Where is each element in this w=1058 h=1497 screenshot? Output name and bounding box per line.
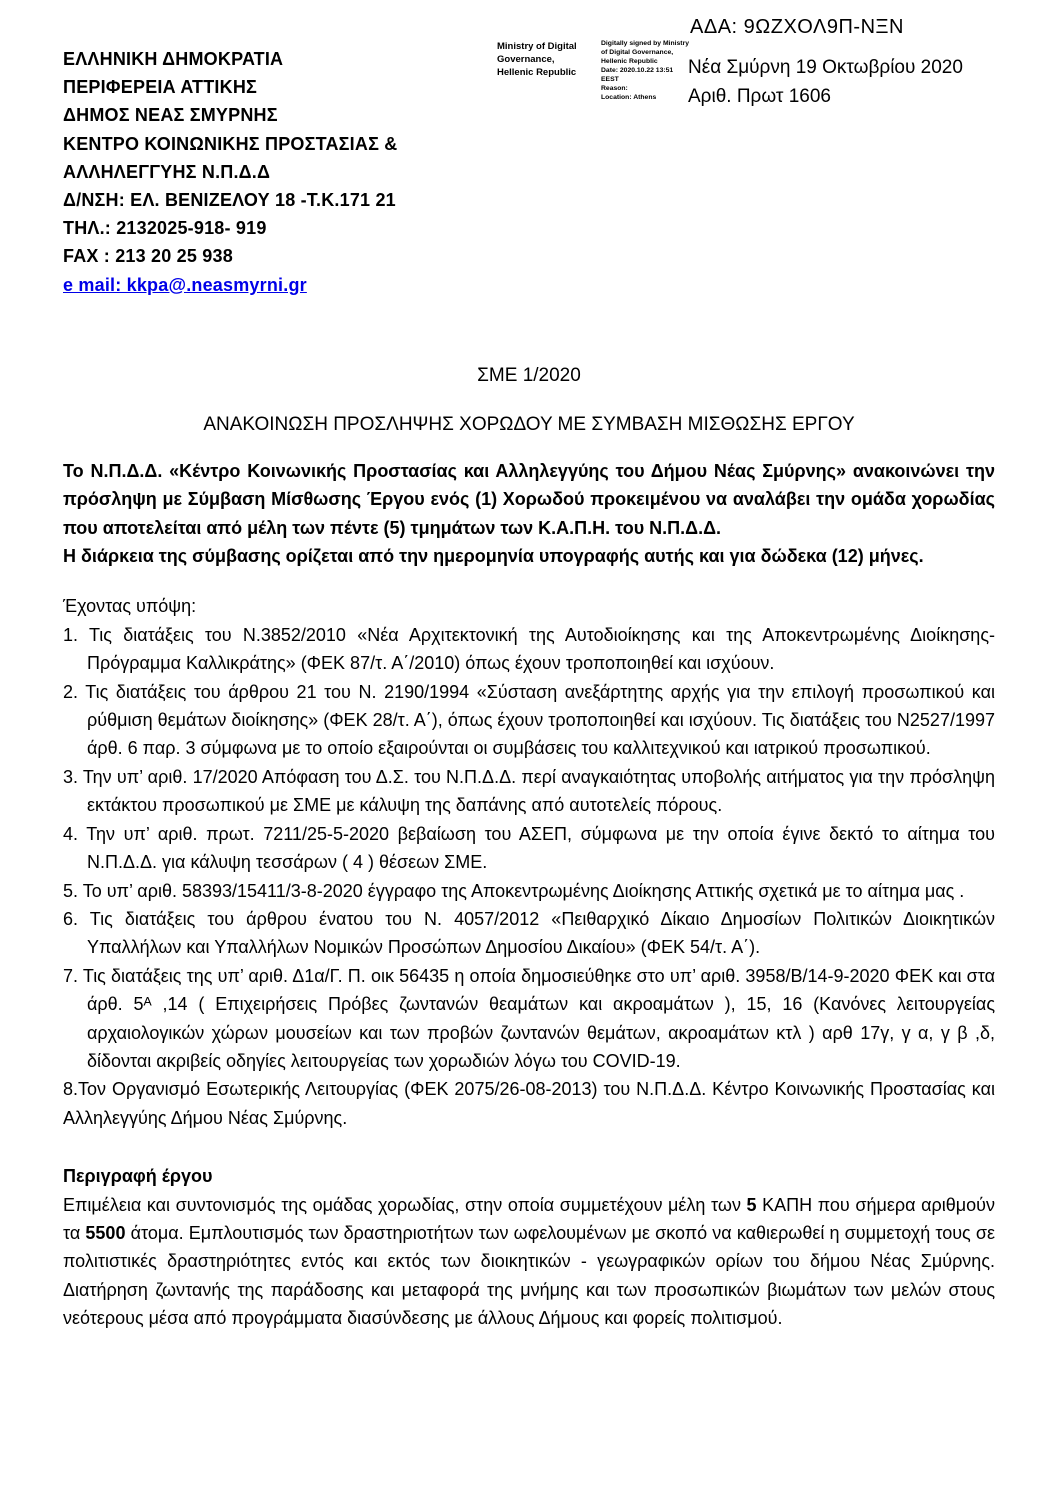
org-line-country: ΕΛΛΗΝΙΚΗ ΔΗΜΟΚΡΑΤΙΑ (63, 49, 284, 69)
having-regard-heading: Έχοντας υπόψη: (63, 596, 197, 617)
org-line-center-1: ΚΕΝΤΡΟ ΚΟΙΝΩΝΙΚΗΣ ΠΡΟΣΤΑΣΙΑΣ & (63, 133, 398, 154)
document-body (63, 350, 995, 1333)
project-description (63, 1191, 995, 1333)
legal-item-3: 3. Την υπ’ αριθ. 17/2020 Απόφαση του Δ.Σ. του Ν.Π.Δ.Δ. περί αναγκαιότητας υποβολής αιτήματος για την πρόσληψη εκτάκτου προσωπικού με ΣΜΕ με κάλυψη της δαπάνης από αυτοτελείς πόρους. (63, 766, 995, 816)
legal-item-5: 5. Το υπ’ αριθ. 58393/15411/3-8-2020 έγγραφο της Αποκεντρωμένης Διοίκησης Αττικής σχετικά με το αίτημα μας . (63, 880, 965, 901)
org-line-address: Δ/ΝΣΗ: ΕΛ. ΒΕΝΙΖΕΛΟΥ 18 -Τ.Κ.171 21 (63, 190, 396, 211)
legal-item-6: 6. Τις διατάξεις του άρθρου ένατου του Ν. 4057/2012 «Πειθαρχικό Δίκαιο Δημοσίων Πολιτικών Διοικητικών Υπαλλήλων και Υπαλλήλων Νομικών Προσώπων Δημοσίου Δικαίου» (ΦΕΚ 54/τ. Α΄). (63, 908, 995, 958)
stamp-signature-details: Digitally signed by Ministry of Digital Governance, Hellenic Republic Date: 2020.10.22 13:51 EEST Reason: Location: Athens (601, 40, 689, 101)
org-line-phone: ΤΗΛ.: 2132025-918- 919 (63, 218, 267, 239)
legal-item-7: 7. Τις διατάξεις της υπ’ αριθ. Δ1α/Γ. Π. οικ 56435 η οποία δημοσιεύθηκε στο υπ’ αριθ. 3958/Β/14-9-2020 ΦΕΚ και στα άρθ. 5ᴬ ,14 ( Επιχειρήσεις Πρόβες ζωντανών θεαμάτων και ακροαμάτων ), 15, 16 (Κανόνες λειτουργείας αρχαιολογικών χώρων μουσείων και των προβών ζωντανών θεμάτων, ακροαμάτων κτλ ) αρθ 17γ, γ α, γ β ,δ, δίδονται ακριβείς οδηγίες λειτουργείας των χορωδιών λόγω του COVID-19. (63, 965, 995, 1071)
project-description-heading: Περιγραφή έργου (63, 1166, 213, 1187)
doc-number: ΣΜΕ 1/2020 (477, 365, 581, 386)
stamp-signer-name: Ministry of Digital Governance, Hellenic Republic (497, 41, 577, 78)
project-desc-part-2: ΚΑΠΗ που σήμερα αριθμούν τα (63, 1194, 995, 1243)
ada-code: ΑΔΑ: 9ΩΖΧΟΛ9Π-ΝΞΝ (690, 16, 904, 38)
legal-item-4: 4. Την υπ’ αριθ. πρωτ. 7211/25-5-2020 βεβαίωση του ΑΣΕΠ, σύμφωνα με την οποία έγινε δεκτό το αίτημα του Ν.Π.Δ.Δ. για κάλυψη τεσσάρων ( 4 ) θέσεων ΣΜΕ. (63, 823, 995, 873)
legal-item-2: 2. Τις διατάξεις του άρθρου 21 του Ν. 2190/1994 «Σύσταση ανεξάρτητης αρχής για την επιλογή προσωπικού και ρύθμιση θεμάτων διοίκησης» (ΦΕΚ 28/τ. Α΄), όπως έχουν τροποποιηθεί και ισχύουν. Τις διατάξεις του Ν2527/1997 άρθ. 6 παρ. 3 σύμφωνα με το οποίο εξαιρούνται οι συμβάσεις του καλλιτεχνικού και ιατρικού προσωπικού. (63, 681, 995, 759)
duration-paragraph: Η διάρκεια της σύμβασης ορίζεται από την ημερομηνία υπογραφής αυτής και για δώδεκα (12) μήνες. (63, 546, 924, 567)
org-letterhead (63, 45, 397, 299)
protocol-number: Αριθ. Πρωτ 1606 (688, 86, 831, 107)
project-desc-part-1: Επιμέλεια και συντονισμός της ομάδας χορωδίας, στην οποία συμμετέχουν μέλη των (63, 1194, 747, 1215)
legal-item-1: 1. Τις διατάξεις του Ν.3852/2010 «Νέα Αρχιτεκτονική της Αυτοδιοίκησης και της Αποκεντρωμένης Διοίκησης- Πρόγραμμα Καλλικράτης» (ΦΕΚ 87/τ. Α΄/2010) όπως έχουν τροποποιηθεί και ισχύουν. (63, 624, 995, 674)
project-desc-count-kapi: 5 (746, 1194, 757, 1215)
doc-title: ΑΝΑΚΟΙΝΩΣΗ ΠΡΟΣΛΗΨΗΣ ΧΟΡΩΔΟΥ ΜΕ ΣΥΜΒΑΣΗ ΜΙΣΘΩΣΗΣ ΕΡΓΟΥ (203, 414, 855, 436)
org-line-region: ΠΕΡΙΦΕΡΕΙΑ ΑΤΤΙΚΗΣ (63, 77, 258, 98)
email-link[interactable]: e mail: kkpa@.neasmyrni.gr (63, 274, 307, 295)
org-line-municipality: ΔΗΜΟΣ ΝΕΑΣ ΣΜΥΡΝΗΣ (63, 105, 278, 126)
intro-paragraph: Το Ν.Π.Δ.Δ. «Κέντρο Κοινωνικής Προστασίας και Αλληλεγγύης του Δήμου Νέας Σμύρνης» ανακοινώνει την πρόσληψη με Σύμβαση Μίσθωσης Έργου ενός (1) Χορωδού προκειμένου να αναλάβει την ομάδα χορωδίας που αποτελείται από μέλη των πέντε (5) τμημάτων των Κ.Α.Π.Η. του Ν.Π.Δ.Δ. (63, 460, 995, 538)
org-line-center-2: ΑΛΛΗΛΕΓΓΥΗΣ Ν.Π.Δ.Δ (63, 161, 271, 182)
org-line-fax: FAX : 213 20 25 938 (63, 246, 233, 267)
place-date: Νέα Σμύρνη 19 Οκτωβρίου 2020 (688, 57, 963, 78)
project-desc-count-members: 5500 (85, 1222, 126, 1243)
legal-item-8: 8.Τον Οργανισμό Εσωτερικής Λειτουργίας (ΦΕΚ 2075/26-08-2013) του Ν.Π.Δ.Δ. Κέντρο Κοινωνικής Προστασίας και Αλληλεγγύης Δήμου Νέας Σμύρνης. (63, 1079, 995, 1128)
project-desc-part-3: άτομα. Εμπλουτισμός των δραστηριοτήτων των ωφελουμένων με σκοπό να καθιερωθεί η συμμετοχή τους σε πολιτιστικές δραστηριότητες εντός και εκτός των διοικητικών - γεωγραφικών ορίων του δήμου Νέας Σμύρνης. Διατήρηση ζωντανής της παράδοσης και μεταφορά της μνήμης και των προσωπικών βιωμάτων των μελών στους νεότερους μέσα από προγράμματα διασύνδεσης με άλλους Δήμους και φορείς πολιτισμού. (63, 1222, 995, 1329)
